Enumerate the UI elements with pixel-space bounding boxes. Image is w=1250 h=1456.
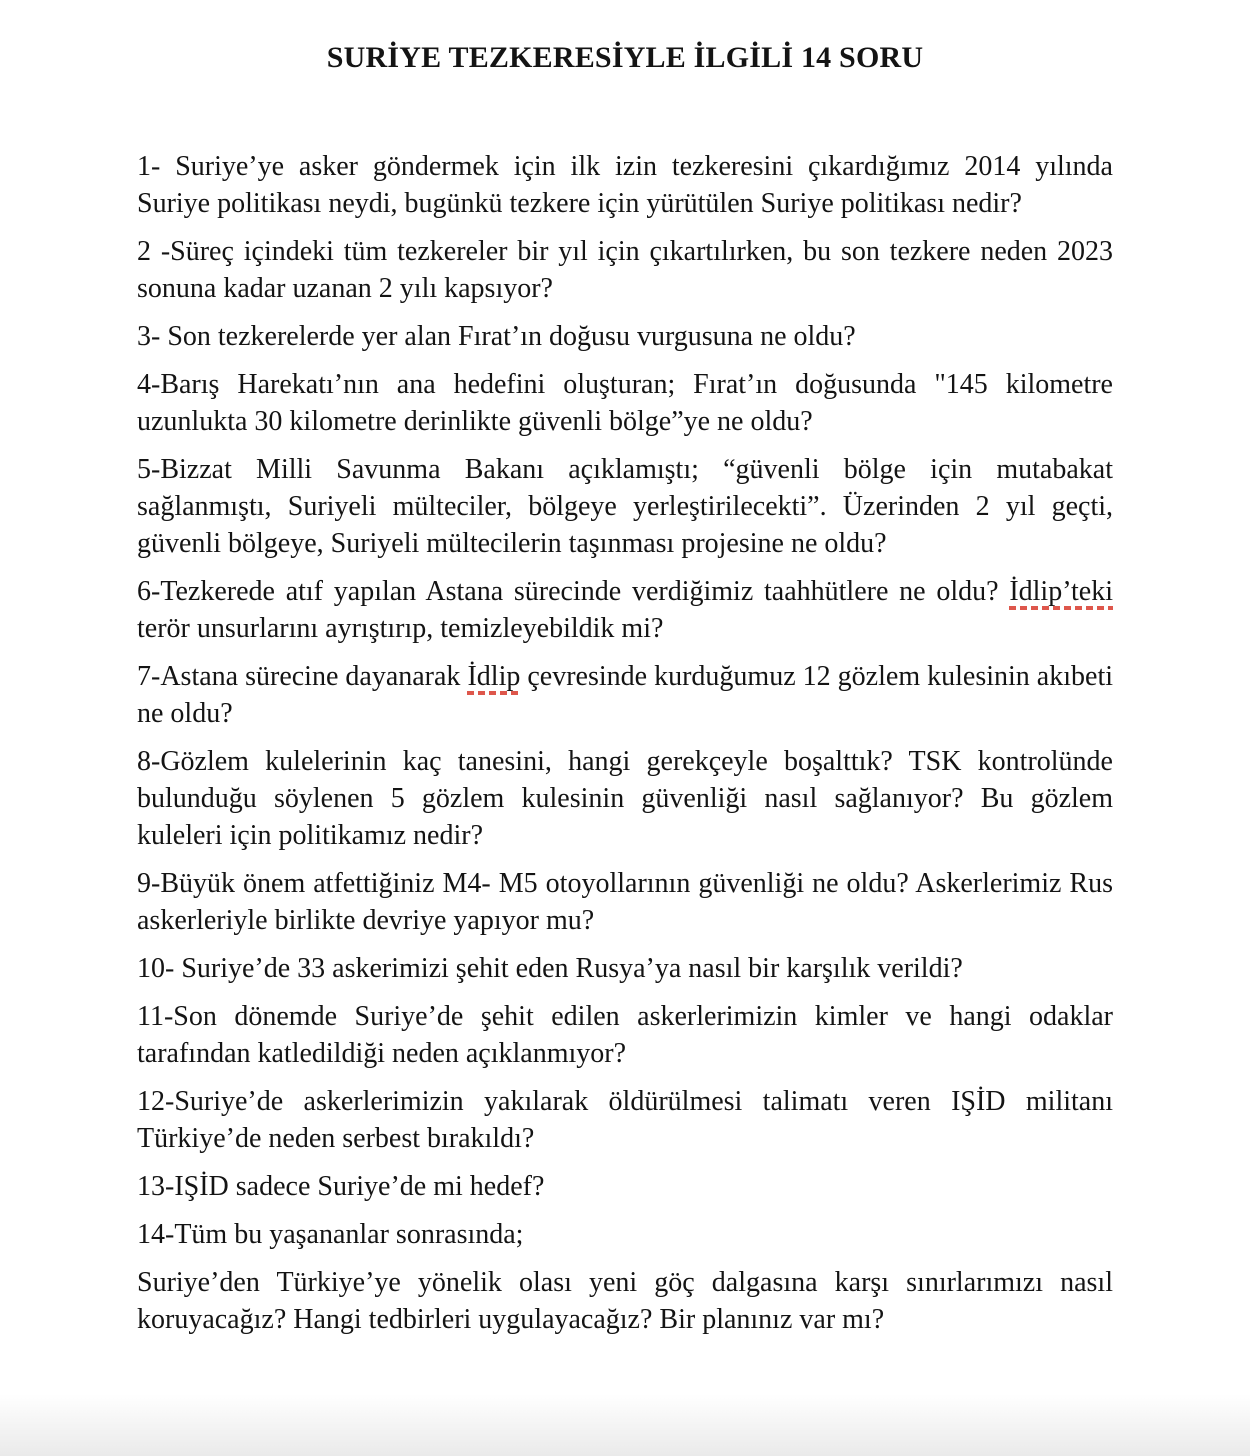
paragraph-11 [137, 998, 1113, 1072]
paragraph-8 [137, 743, 1113, 854]
paragraph-text: Suriye’den Türkiye’ye yönelik olası yeni göç dalgasına karşı sınırlarımızı nasıl koruyacağız? Hangi tedbirleri uygulayacağız? Bir planınız var mı? [137, 1267, 1113, 1335]
paragraph-6 [137, 573, 1113, 647]
paragraph-text: 4-Barış Harekatı’nın ana hedefini oluşturan; Fırat’ın doğusunda "145 kilometre uzunlukta 30 kilometre derinlikte güvenli bölge”ye ne oldu? [137, 369, 1113, 437]
paragraph-text: 9-Büyük önem atfettiğiniz M4- M5 otoyollarının güvenliği ne oldu? Askerlerimiz Rus askerleriyle birlikte devriye yapıyor mu? [137, 868, 1113, 936]
paragraph-12 [137, 1083, 1113, 1157]
paragraph-5 [137, 451, 1113, 562]
paragraph-14 [137, 1216, 1113, 1253]
paragraph-text: 11-Son dönemde Suriye’de şehit edilen askerlerimizin kimler ve hangi odaklar tarafından katledildiği neden açıklanmıyor? [137, 1001, 1113, 1069]
paragraph-text: 2 -Süreç içindeki tüm tezkereler bir yıl için çıkartılırken, bu son tezkere neden 2023 sonuna kadar uzanan 2 yılı kapsıyor? [137, 236, 1113, 304]
paragraph-2 [137, 233, 1113, 307]
paragraph-13 [137, 1168, 1113, 1205]
paragraph-text: 14-Tüm bu yaşananlar sonrasında; [137, 1219, 524, 1250]
paragraph-text: 8-Gözlem kulelerinin kaç tanesini, hangi gerekçeyle boşalttık? TSK kontrolünde bulunduğu söylenen 5 gözlem kulesinin güvenliği nasıl sağlanıyor? Bu gözlem kuleleri için politikamız nedir? [137, 746, 1113, 851]
misspelled-word: İdlip’teki [1009, 576, 1113, 610]
paragraph-text: çevresinde kurduğumuz 12 gözlem kulesinin akıbeti ne oldu? [137, 661, 1113, 729]
document-title: SURİYE TEZKERESİYLE İLGİLİ 14 SORU [326, 41, 924, 74]
paragraph-7 [137, 658, 1113, 732]
paragraph-text: 10- Suriye’de 33 askerimizi şehit eden Rusya’ya nasıl bir karşılık verildi? [137, 953, 963, 984]
paragraph-text: 7-Astana sürecine dayanarak [137, 661, 468, 692]
paragraph-text: terör unsurlarını ayrıştırıp, temizleyebildik mi? [137, 613, 664, 644]
paragraph-1 [137, 148, 1113, 222]
paragraph-3 [137, 318, 1113, 355]
paragraph-text: 12-Suriye’de askerlerimizin yakılarak öldürülmesi talimatı veren IŞİD militanı Türkiye’de neden serbest bırakıldı? [137, 1086, 1113, 1154]
paragraph-10 [137, 950, 1113, 987]
paragraph-text: 5-Bizzat Milli Savunma Bakanı açıklamıştı; “güvenli bölge için mutabakat sağlanmıştı, Suriyeli mülteciler, bölgeye yerleştirilecekti”. Üzerinden 2 yıl geçti, güvenli bölgeye, Suriyeli mültecilerin taşınması projesine ne oldu? [137, 454, 1113, 559]
paragraph-text: 13-IŞİD sadece Suriye’de mi hedef? [137, 1171, 545, 1202]
paragraph-text: 1- Suriye’ye asker göndermek için ilk izin tezkeresini çıkardığımız 2014 yılında Suriye politikası neydi, bugünkü tezkere için yürütülen Suriye politikası nedir? [137, 151, 1113, 219]
paragraph-text: 3- Son tezkerelerde yer alan Fırat’ın doğusu vurgusuna ne oldu? [137, 321, 856, 352]
paragraph-4 [137, 366, 1113, 440]
document-page [0, 40, 1250, 1456]
paragraph-15 [137, 1264, 1113, 1338]
paragraph-9 [137, 865, 1113, 939]
paragraph-text: 6-Tezkerede atıf yapılan Astana sürecinde verdiğimiz taahhütlere ne oldu? [137, 576, 1010, 607]
misspelled-word: İdlip [467, 661, 520, 695]
questions-list [137, 148, 1113, 1338]
page-bottom-fade [0, 1394, 1250, 1456]
